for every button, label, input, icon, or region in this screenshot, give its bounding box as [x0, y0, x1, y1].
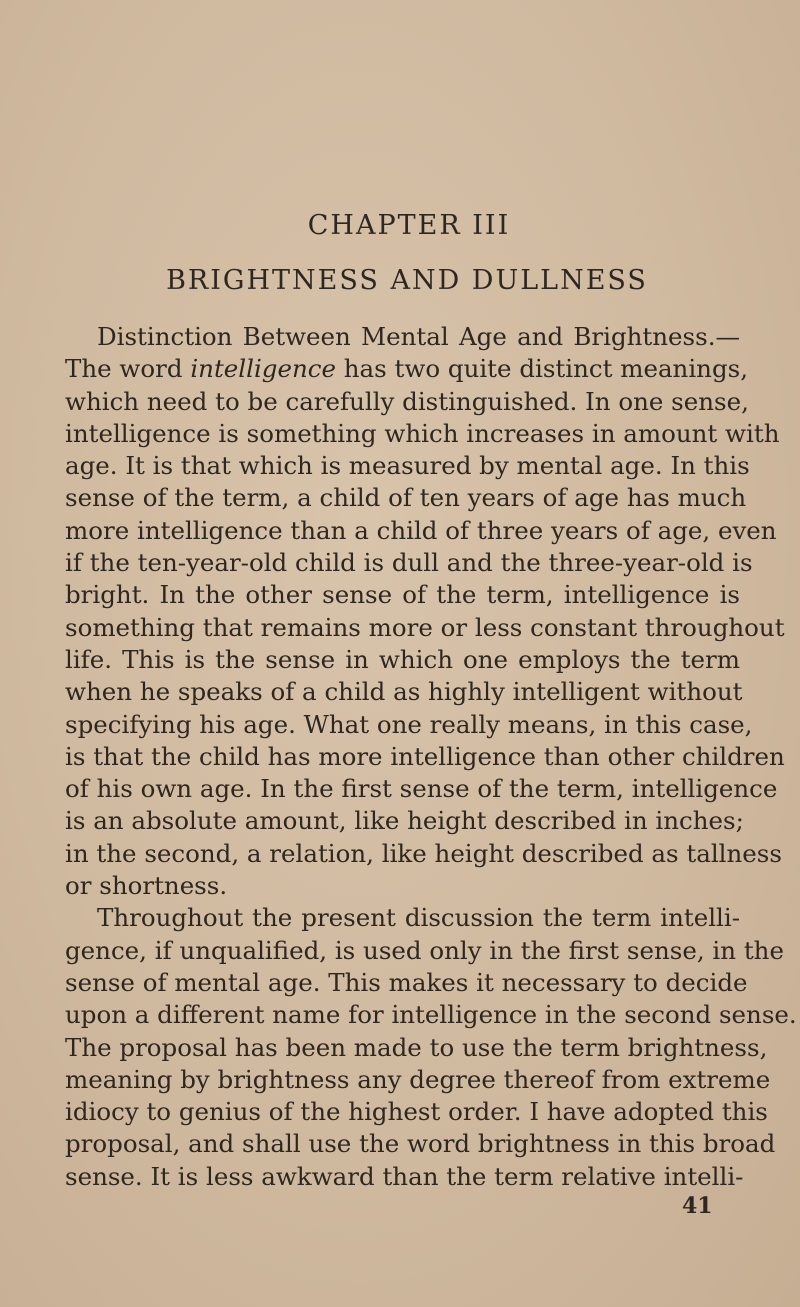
- text-line: sense of the term, a child of ten years of age has much: [65, 483, 747, 513]
- text-fragment: The word: [65, 354, 183, 384]
- text-line: gence, if unqualified, is used only in the first sense, in the: [65, 935, 784, 965]
- text-line: life. This is the sense in which one employs the term: [65, 644, 740, 674]
- text-line: Distinction Between Mental Age and Brightness.—: [97, 322, 740, 351]
- page-number: 41: [682, 1193, 713, 1219]
- text-fragment: has two quite distinct meanings,: [343, 354, 748, 384]
- text-line: is that the child has more intelligence than other children: [65, 741, 785, 771]
- chapter-heading: CHAPTER III: [307, 210, 511, 241]
- emphasized-term: intelligence: [190, 354, 336, 384]
- text-line: [65, 353, 748, 385]
- text-line: sense. It is less awkward than the term relative intelli-: [65, 1161, 744, 1191]
- text-line: The proposal has been made to use the term brightness,: [65, 1032, 768, 1062]
- text-line: if the ten-year-old child is dull and the three-year-old is: [65, 548, 753, 578]
- text-line: age. It is that which is measured by mental age. In this: [65, 451, 750, 481]
- paragraph-2: [65, 902, 797, 1193]
- text-line: something that remains more or less constant throughout: [65, 612, 785, 642]
- text-line: Throughout the present discussion the term intelli-: [97, 903, 740, 933]
- text-line: idiocy to genius of the highest order. I have adopted this: [65, 1097, 768, 1127]
- chapter-title: BRIGHTNESS AND DULLNESS: [166, 265, 648, 296]
- text-line: meaning by brightness any degree thereof from extreme: [65, 1064, 771, 1094]
- paragraph-1: [65, 321, 785, 902]
- text-line: intelligence is something which increases in amount with: [65, 418, 780, 448]
- text-line: in the second, a relation, like height described as tallness: [65, 838, 782, 868]
- text-line: specifying his age. What one really means, in this case,: [65, 709, 753, 739]
- text-line: of his own age. In the first sense of the term, intelligence: [65, 774, 778, 804]
- body-text: [65, 321, 797, 1193]
- text-line: which need to be carefully distinguished. In one sense,: [65, 386, 749, 416]
- text-line: upon a different name for intelligence in the second sense.: [65, 1000, 797, 1030]
- text-line: bright. In the other sense of the term, intelligence is: [65, 580, 740, 610]
- text-line: or shortness.: [65, 871, 228, 901]
- text-line: more intelligence than a child of three years of age, even: [65, 515, 777, 545]
- text-line: when he speaks of a child as highly intelligent without: [65, 677, 743, 707]
- text-line: proposal, and shall use the word brightness in this broad: [65, 1129, 776, 1159]
- text-line: sense of mental age. This makes it necessary to decide: [65, 967, 748, 997]
- text-line: is an absolute amount, like height described in inches;: [65, 806, 744, 836]
